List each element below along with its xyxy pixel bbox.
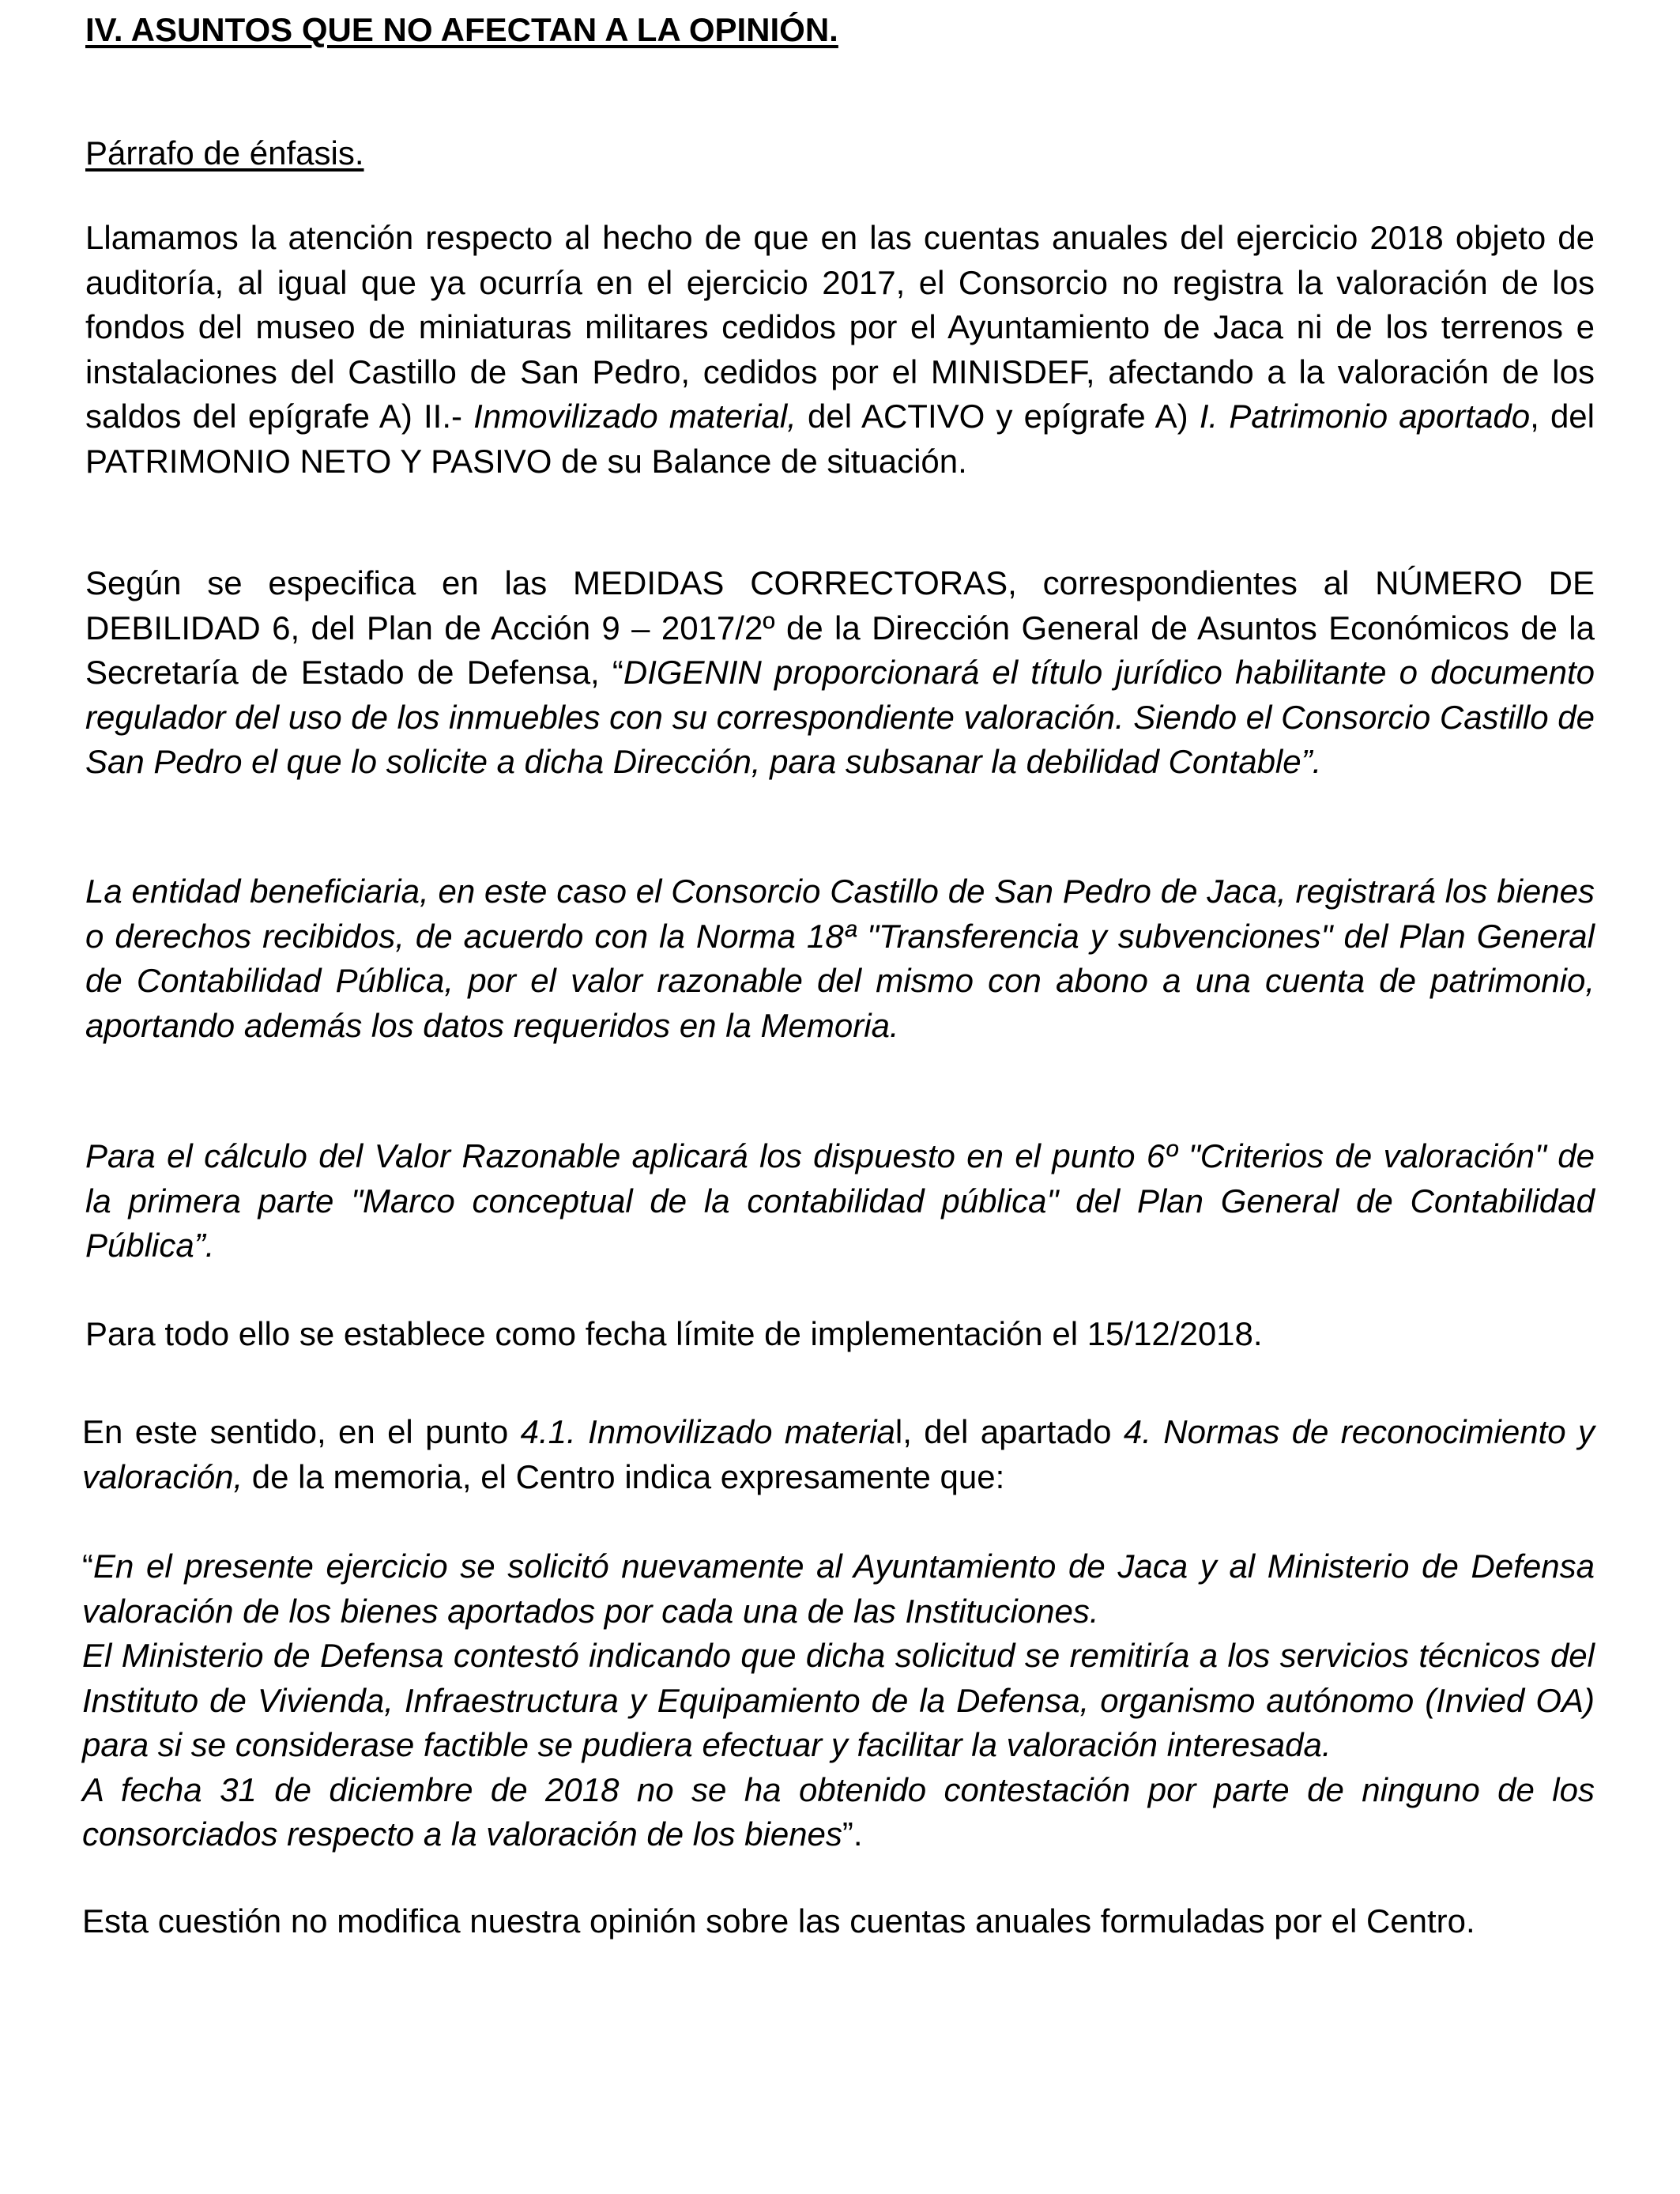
text-run: Llamamos la atención respecto al hecho de que en las cuentas anuales del ejercicio 2018 objeto de auditoría, al igual que ya ocurría en el ejercicio 2017, el Consorcio no registra la valoración de los fondos del museo de miniaturas militares cedidos por el Ayuntamiento de Jaca ni de los terrenos e instalaciones del Castillo de San Pedro, cedidos por el MINISDEF, afectando a la valoración de los saldos del epígrafe A) II.- bbox=[85, 219, 1595, 435]
emphasis-subheading: Párrafo de énfasis. bbox=[85, 134, 364, 172]
paragraph-corrective-measures bbox=[85, 561, 1595, 785]
italic-run: El Ministerio de Defensa contestó indicando que dicha solicitud se remitiría a los servicios técnicos del Instituto de Vivienda, Infraestructura y Equipamiento de la Defensa, organismo autónomo (Invied OA) para si se considerase factible se pudiera efectuar y facilitar la valoración interesada. bbox=[82, 1637, 1595, 1763]
text-run: del ACTIVO y epígrafe A) bbox=[796, 398, 1200, 435]
text-run: , del PATRIMONIO NETO Y PASIVO de su Balance de situación. bbox=[85, 398, 1595, 480]
text-run: l, del apartado bbox=[895, 1413, 1124, 1450]
italic-quote: DIGENIN proporcionará el título jurídico habilitante o documento regulador del uso de los inmuebles con su correspondiente valoración. Siendo el Consorcio Castillo de San Pedro el que lo solicite a dicha Dirección, para subsanar la debilidad Contable”. bbox=[85, 654, 1595, 780]
italic-run: 4. Normas de reconocimiento y valoración, bbox=[82, 1413, 1595, 1495]
italic-run: En el presente ejercicio se solicitó nuevamente al Ayuntamiento de Jaca y al Ministerio de Defensa valoración de los bienes aportados por cada una de las Instituciones. bbox=[82, 1547, 1595, 1630]
paragraph-beneficiary-entity bbox=[85, 869, 1595, 1048]
paragraph-memory-reference bbox=[82, 1410, 1595, 1499]
quote-line-status bbox=[82, 1768, 1595, 1857]
open-quote: “ bbox=[82, 1547, 93, 1585]
paragraph-fair-value bbox=[85, 1134, 1595, 1269]
paragraph-conclusion bbox=[82, 1899, 1595, 1944]
text-run: Para todo ello se establece como fecha límite de implementación el 15/12/2018. bbox=[85, 1315, 1263, 1352]
paragraph-deadline bbox=[85, 1312, 1595, 1357]
text-run: Esta cuestión no modifica nuestra opinión sobre las cuentas anuales formuladas por el Centro. bbox=[82, 1902, 1475, 1940]
quote-line-ministry bbox=[82, 1634, 1595, 1768]
italic-run: 4.1. Inmovilizado materia bbox=[520, 1413, 895, 1450]
text-run: Según se especifica en las MEDIDAS CORRECTORAS, correspondientes al NÚMERO DE DEBILIDAD 6, del Plan de Acción 9 – 2017/2º de la Dirección General de Asuntos Económicos de la Secretaría de Estado de Defensa, “ bbox=[85, 564, 1595, 691]
paragraph-emphasis-main bbox=[85, 216, 1595, 484]
italic-run: Inmovilizado material, bbox=[473, 398, 797, 435]
quote-line-request bbox=[82, 1544, 1595, 1634]
quoted-statement bbox=[82, 1544, 1595, 1857]
section-heading: IV. ASUNTOS QUE NO AFECTAN A LA OPINIÓN. bbox=[85, 11, 838, 48]
text-run: En este sentido, en el punto bbox=[82, 1413, 521, 1450]
italic-run: Para el cálculo del Valor Razonable aplicará los dispuesto en el punto 6º "Criterios de valoración" de la primera parte "Marco conceptual de la contabilidad pública" del Plan General de Contabilidad Pública”. bbox=[85, 1137, 1595, 1264]
italic-run: I. Patrimonio aportado bbox=[1199, 398, 1531, 435]
close-quote: ”. bbox=[842, 1815, 863, 1853]
italic-run: A fecha 31 de diciembre de 2018 no se ha obtenido contestación por parte de ninguno de los consorciados respecto a la valoración de los bienes bbox=[82, 1770, 1595, 1853]
italic-run: La entidad beneficiaria, en este caso el Consorcio Castillo de San Pedro de Jaca, registrará los bienes o derechos recibidos, de acuerdo con la Norma 18ª "Transferencia y subvenciones" del Plan General de Contabilidad Pública, por el valor razonable del mismo con abono a una cuenta de patrimonio, aportando además los datos requeridos en la Memoria. bbox=[85, 873, 1595, 1044]
text-run: de la memoria, el Centro indica expresamente que: bbox=[243, 1457, 1005, 1495]
